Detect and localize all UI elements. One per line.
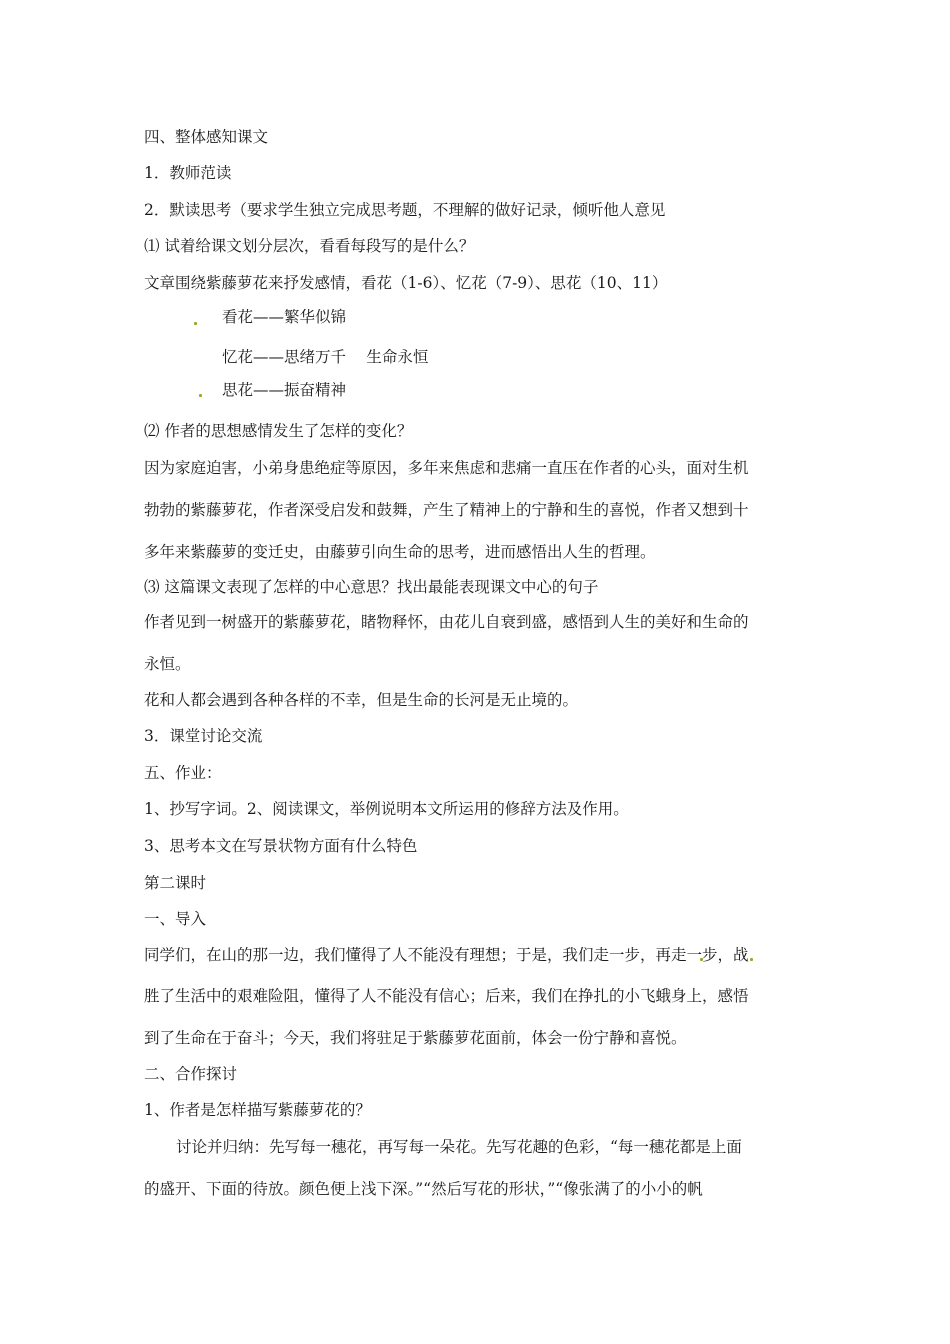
text-line: 因为家庭迫害，小弟身患绝症等原因，多年来焦虑和悲痛一直压在作者的心头，面对生机	[144, 459, 749, 477]
text-line: 的盛开、下面的待放。颜色便上浅下深。”“然后写花的形状，”“像张满了的小小的帆	[144, 1180, 703, 1198]
text-line: 永恒。	[144, 655, 191, 673]
section-heading: 四、整体感知课文	[144, 128, 269, 146]
structure-line: 看花——繁华似锦	[222, 308, 347, 326]
text-line: 1．教师范读	[144, 164, 232, 182]
text-line: 花和人都会遇到各种各样的不幸，但是生命的长河是无止境的。	[144, 691, 579, 709]
text-line: 3．课堂讨论交流	[144, 727, 263, 745]
marker-dot	[199, 394, 202, 397]
section-heading: 五、作业：	[144, 764, 222, 782]
marker-dot	[194, 322, 197, 325]
text-line: 3、思考本文在写景状物方面有什么特色	[144, 837, 418, 855]
text-line: 胜了生活中的艰难险阻，懂得了人不能没有信心；后来，我们在挣扎的小飞蛾身上，感悟	[144, 987, 749, 1005]
text-line: 勃勃的紫藤萝花，作者深受启发和鼓舞，产生了精神上的宁静和生的喜悦，作者又想到十	[144, 501, 749, 519]
structure-line: 忆花——思绪万千 生命永恒	[222, 348, 429, 366]
section-heading: 二、合作探讨	[144, 1065, 238, 1083]
question-line: ⑴ 试着给课文划分层次，看看每段写的是什么？	[144, 237, 475, 255]
text-line: 讨论并归纳：先写每一穗花，再写每一朵花。先写花趣的色彩，“每一穗花都是上面	[176, 1138, 742, 1156]
text-line: 到了生命在于奋斗；今天，我们将驻足于紫藤萝花面前，体会一份宁静和喜悦。	[144, 1029, 687, 1047]
question-line: 1、作者是怎样描写紫藤萝花的？	[144, 1101, 371, 1119]
text-line: 2．默读思考（要求学生独立完成思考题，不理解的做好记录，倾听他人意见	[144, 201, 666, 219]
text-line: 同学们，在山的那一边，我们懂得了人不能没有理想；于是，我们走一步，再走一步，战	[144, 946, 749, 964]
text-line: 文章围绕紫藤萝花来抒发感情，看花（1-6）、忆花（7-9）、思花（10、11）	[144, 274, 668, 292]
section-heading: 一、导入	[144, 910, 207, 928]
section-heading: 第二课时	[144, 874, 207, 892]
text-line: 多年来紫藤萝的变迁史，由藤萝引向生命的思考，进而感悟出人生的哲理。	[144, 543, 656, 561]
text-line: 1、抄写字词。2、阅读课文，举例说明本文所运用的修辞方法及作用。	[144, 800, 629, 818]
question-line: ⑶ 这篇课文表现了怎样的中心意思？找出最能表现课文中心的句子	[144, 578, 599, 596]
marker-dot	[750, 958, 753, 961]
structure-line: 思花——振奋精神	[222, 381, 347, 399]
text-line: 作者见到一树盛开的紫藤萝花，睹物释怀，由花儿自衰到盛，感悟到人生的美好和生命的	[144, 613, 749, 631]
question-line: ⑵ 作者的思想感情发生了怎样的变化？	[144, 422, 413, 440]
